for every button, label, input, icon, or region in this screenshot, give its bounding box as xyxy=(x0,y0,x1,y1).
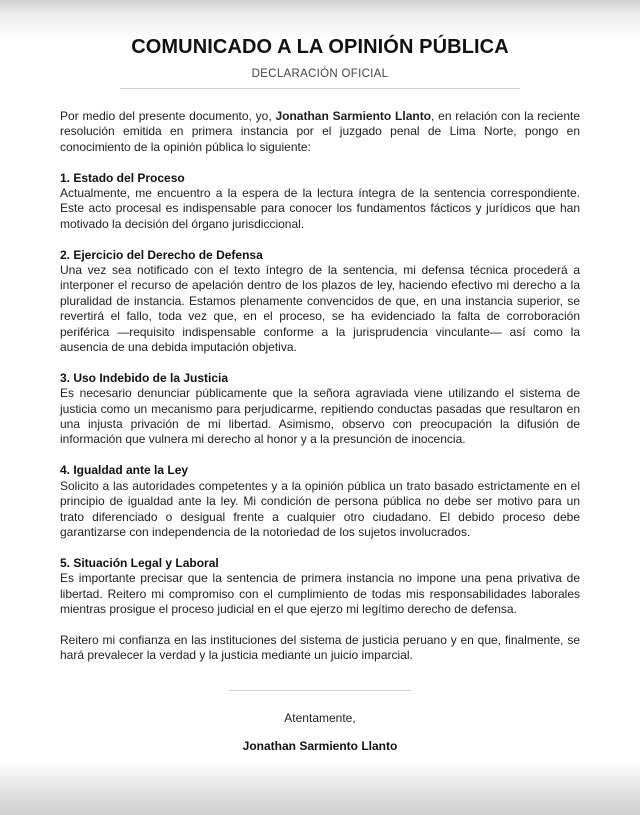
section-text: Una vez sea notificado con el texto íntegro de la sentencia, mi defensa técnica procederá a interponer el recurso de apelación dentro de los plazos de ley, haciendo efectivo mi derecho a la pluralidad de instancia. Estamos plenamente convencidos de que, en una instancia superior, se revertirá el fallo, toda vez que, en el proceso, se ha evidenciado la falta de corroboración periférica —requisito indispensable conforme a la jurisprudencia vinculante— así como la ausencia de una debida imputación objetiva. xyxy=(60,263,580,355)
title-divider xyxy=(120,88,520,89)
intro-text-before: Por medio del presente documento, yo, xyxy=(60,109,276,123)
author-name: Jonathan Sarmiento Llanto xyxy=(275,109,432,123)
document-title: COMUNICADO A LA OPINIÓN PÚBLICA xyxy=(131,36,509,58)
section-estado-del-proceso xyxy=(60,171,580,233)
section-heading: 5. Situación Legal y Laboral xyxy=(60,555,219,570)
section-heading: 4. Igualdad ante la Ley xyxy=(60,463,189,478)
section-text: Es importante precisar que la sentencia de primera instancia no impone una pena privativa de libertad. Reitero mi compromiso con el cumplimiento de todas mis responsabilidades laborales mientras prosigue el proceso judicial en el que ejerzo mi legítimo derecho de defensa. xyxy=(60,571,580,616)
section-heading: 1. Estado del Proceso xyxy=(60,170,185,185)
section-text: Es necesario denunciar públicamente que la señora agraviada viene utilizando el sistema de justicia como un mecanismo para perjudicarme, repitiendo conductas pasadas que resultaron en una injusta privación de mi libertad. Asimismo, observo con preocupación la difusión de información que vulnera mi derecho al honor y a la presunción de inocencia. xyxy=(60,386,580,447)
section-igualdad-ante-la-ley xyxy=(60,463,580,540)
section-heading: 2. Ejercicio del Derecho de Defensa xyxy=(60,247,263,262)
conclusion-paragraph: Reitero mi confianza en las instituciones del sistema de justicia peruano y en que, finalmente, se hará prevalecer la verdad y la justicia mediante un juicio imparcial. xyxy=(60,632,580,663)
signature-divider xyxy=(228,690,412,691)
closing-salutation: Atentamente, xyxy=(284,711,356,725)
document-body xyxy=(60,109,580,679)
section-text: Solicito a las autoridades competentes y a la opinión pública un trato basado estrictamente en el principio de igualdad ante la ley. Mi condición de persona pública no debe ser motivo para un trato diferenciado o desigual frente a cualquier otro ciudadano. El debido proceso debe garantizarse con independencia de la notoriedad de los sujetos involucrados. xyxy=(60,478,580,539)
section-ejercicio-del-derecho-de-defensa xyxy=(60,248,580,356)
intro-text-after: , en relación con la reciente resolución emitida en primera instancia por el juzgado penal de Lima Norte, pongo en conocimiento de la opinión pública lo siguiente: xyxy=(60,109,580,154)
document-subtitle: DECLARACIÓN OFICIAL xyxy=(251,68,389,80)
section-heading: 3. Uso Indebido de la Justicia xyxy=(60,370,229,385)
signature-name: Jonathan Sarmiento Llanto xyxy=(242,739,398,753)
section-situacion-legal-y-laboral xyxy=(60,556,580,618)
section-uso-indebido-de-la-justicia xyxy=(60,371,580,448)
section-text: Actualmente, me encuentro a la espera de la lectura íntegra de la sentencia correspondiente. Este acto procesal es indispensable para conocer los fundamentos fácticos y jurídicos que han motivado la decisión del órgano jurisdiccional. xyxy=(60,186,580,231)
intro-paragraph xyxy=(60,109,580,155)
